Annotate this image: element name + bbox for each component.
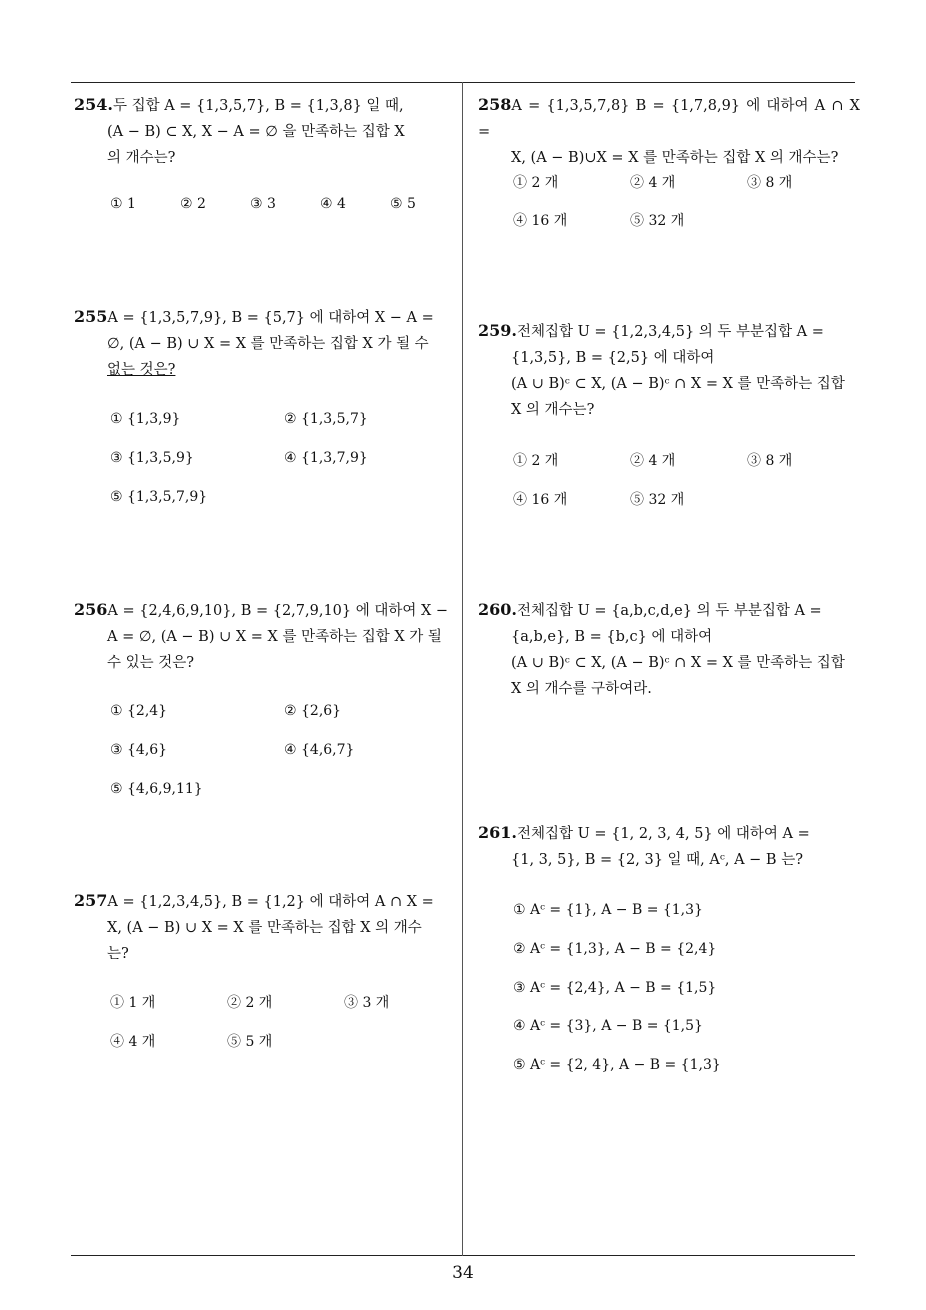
choice-5[interactable]: ⑤ 32 개: [630, 213, 685, 229]
page-number: 34: [452, 1263, 474, 1283]
problem-stem-line: 255A = {1,3,5,7,9}, B = {5,7} 에 대하여 X − A =: [74, 307, 434, 326]
choice-3[interactable]: ③ 3: [250, 196, 276, 212]
choice-5[interactable]: ⑤ {4,6,9,11}: [110, 781, 203, 797]
problem-256: [74, 597, 456, 676]
bottom-rule: [71, 1255, 855, 1256]
problem-stem-line: {a,b,e}, B = {b,c} 에 대하여: [511, 629, 713, 645]
problem-stem-line: 261.전체집합 U = {1, 2, 3, 4, 5} 에 대하여 A =: [478, 823, 810, 842]
problem-259: [478, 318, 860, 423]
problem-number: 259.: [478, 321, 517, 340]
problem-stem-line: X 의 개수는?: [511, 402, 595, 418]
choice-5[interactable]: ⑤ {1,3,5,7,9}: [110, 489, 208, 505]
problem-258: [478, 92, 860, 171]
choice-5[interactable]: ⑤ 32 개: [630, 492, 685, 508]
choice-3[interactable]: ③ {1,3,5,9}: [110, 450, 194, 466]
problem-number: 256: [74, 600, 108, 619]
choice-1[interactable]: ① {1,3,9}: [110, 411, 181, 427]
problem-number: 257: [74, 891, 108, 910]
choice-2[interactable]: ② {2,6}: [284, 703, 342, 719]
choice-4[interactable]: ④ 4 개: [110, 1034, 156, 1050]
problem-stem-line: 의 개수는?: [107, 150, 176, 166]
problem-stem-line: 260.전체집합 U = {a,b,c,d,e} 의 두 부분집합 A =: [478, 600, 822, 619]
choice-5[interactable]: ⑤ 5: [390, 196, 416, 212]
problem-stem-line: X 의 개수를 구하여라.: [511, 681, 652, 697]
problem-254: [74, 92, 456, 171]
problem-257: [74, 888, 456, 967]
problem-stem-line: 는?: [107, 946, 129, 962]
choice-5[interactable]: ⑤ Aᶜ = {2, 4}, A − B = {1,3}: [513, 1057, 721, 1073]
problem-stem-line: 256A = {2,4,6,9,10}, B = {2,7,9,10} 에 대하여 X −: [74, 600, 449, 619]
choice-2[interactable]: ② Aᶜ = {1,3}, A − B = {2,4}: [513, 941, 717, 957]
problem-stem-line: 없는 것은?: [107, 362, 176, 378]
problem-stem-line: X, (A − B)∪X = X 를 만족하는 집합 X 의 개수는?: [511, 150, 839, 166]
problem-number: 260.: [478, 600, 517, 619]
choice-3[interactable]: ③ 3 개: [344, 995, 390, 1011]
choice-3[interactable]: ③ Aᶜ = {2,4}, A − B = {1,5}: [513, 980, 717, 996]
problem-stem-line: (A ∪ B)ᶜ ⊂ X, (A − B)ᶜ ∩ X = X 를 만족하는 집합: [511, 376, 845, 392]
choice-2[interactable]: ② {1,3,5,7}: [284, 411, 368, 427]
top-rule: [71, 82, 855, 83]
problem-261: [478, 820, 860, 873]
choice-2[interactable]: ② 4 개: [630, 175, 676, 191]
choice-4[interactable]: ④ Aᶜ = {3}, A − B = {1,5}: [513, 1018, 703, 1034]
choice-1[interactable]: ① 2 개: [513, 175, 559, 191]
problem-stem-line: 수 있는 것은?: [107, 655, 195, 671]
problem-stem-line: 257A = {1,2,3,4,5}, B = {1,2} 에 대하여 A ∩ X =: [74, 891, 434, 910]
choice-3[interactable]: ③ 8 개: [747, 175, 793, 191]
choice-4[interactable]: ④ 16 개: [513, 213, 568, 229]
choice-1[interactable]: ① 2 개: [513, 453, 559, 469]
problem-stem-line: (A − B) ⊂ X, X − A = ∅ 을 만족하는 집합 X: [107, 124, 405, 140]
problem-stem-line: 258A = {1,3,5,7,8} B = {1,7,8,9} 에 대하여 A ∩ X =: [478, 95, 860, 140]
problem-stem-line: X, (A − B) ∪ X = X 를 만족하는 집합 X 의 개수: [107, 920, 422, 936]
problem-260: [478, 597, 860, 702]
problem-stem-line: (A ∪ B)ᶜ ⊂ X, (A − B)ᶜ ∩ X = X 를 만족하는 집합: [511, 655, 845, 671]
choice-2[interactable]: ② 2 개: [227, 995, 273, 1011]
problem-stem-line: ∅, (A − B) ∪ X = X 를 만족하는 집합 X 가 될 수: [107, 336, 429, 352]
problem-number: 258: [478, 95, 512, 114]
choice-5[interactable]: ⑤ 5 개: [227, 1034, 273, 1050]
choice-2[interactable]: ② 2: [180, 196, 206, 212]
problem-stem-line: 254.두 집합 A = {1,3,5,7}, B = {1,3,8} 일 때,: [74, 95, 404, 114]
problem-stem-line: 259.전체집합 U = {1,2,3,4,5} 의 두 부분집합 A =: [478, 321, 824, 340]
choice-2[interactable]: ② 4 개: [630, 453, 676, 469]
choice-4[interactable]: ④ 4: [320, 196, 346, 212]
problem-number: 255: [74, 307, 108, 326]
problem-stem-line: A = ∅, (A − B) ∪ X = X 를 만족하는 집합 X 가 될: [107, 629, 442, 645]
choice-4[interactable]: ④ 16 개: [513, 492, 568, 508]
choice-3[interactable]: ③ {4,6}: [110, 742, 168, 758]
choice-1[interactable]: ① 1: [110, 196, 136, 212]
choice-3[interactable]: ③ 8 개: [747, 453, 793, 469]
problem-number: 261.: [478, 823, 517, 842]
choice-1[interactable]: ① {2,4}: [110, 703, 168, 719]
problem-stem-line: {1,3,5}, B = {2,5} 에 대하여: [511, 350, 715, 366]
problem-stem-line: {1, 3, 5}, B = {2, 3} 일 때, Aᶜ, A − B 는?: [511, 852, 803, 868]
choice-4[interactable]: ④ {4,6,7}: [284, 742, 355, 758]
choice-1[interactable]: ① 1 개: [110, 995, 156, 1011]
choice-1[interactable]: ① Aᶜ = {1}, A − B = {1,3}: [513, 902, 703, 918]
choice-4[interactable]: ④ {1,3,7,9}: [284, 450, 368, 466]
problem-number: 254.: [74, 95, 113, 114]
problem-255: [74, 304, 456, 383]
column-divider: [462, 82, 463, 1256]
